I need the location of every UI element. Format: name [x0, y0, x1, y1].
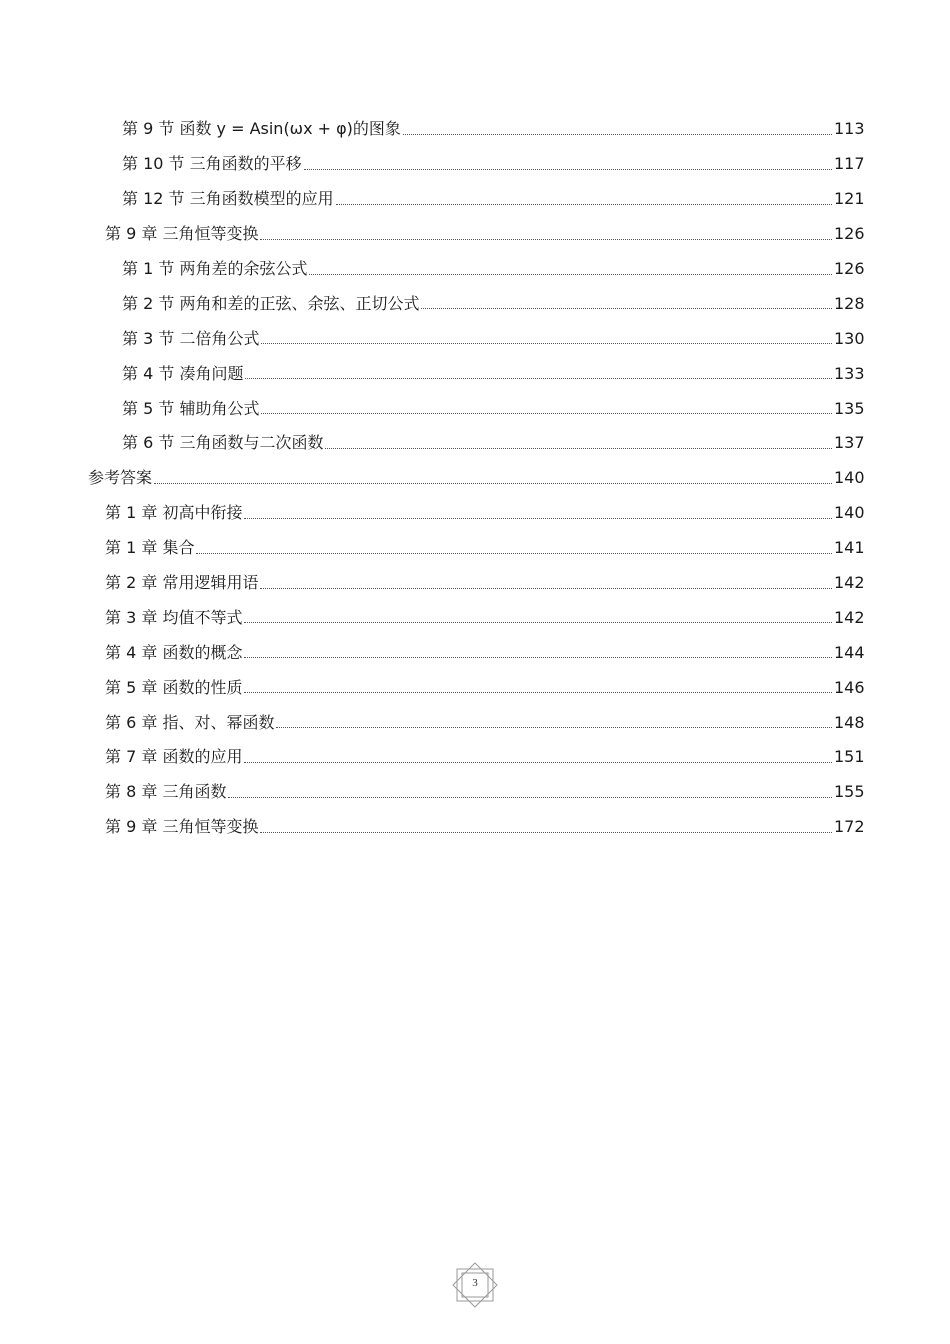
toc-entry[interactable]: [0, 705, 950, 740]
toc-entry-page: 172: [834, 817, 865, 837]
toc-leader-dots: [403, 134, 832, 135]
toc-entry-page: 137: [834, 433, 865, 453]
toc-entry-page: 130: [834, 328, 865, 348]
toc-entry-title: 第 1 节 两角差的余弦公式: [122, 259, 308, 278]
toc-entry[interactable]: [0, 112, 950, 147]
toc-leader-dots: [260, 832, 832, 833]
toc-leader-dots: [261, 343, 832, 344]
toc-entry-page: 113: [834, 119, 865, 139]
toc-leader-dots: [325, 448, 832, 449]
toc-leader-dots: [276, 727, 832, 728]
toc-entry-page: 142: [834, 573, 865, 593]
toc-entry[interactable]: [0, 182, 950, 217]
toc-leader-dots: [309, 274, 832, 275]
toc-leader-dots: [196, 553, 832, 554]
toc-entry-title: 第 2 章 常用逻辑用语: [105, 573, 259, 593]
toc-leader-dots: [228, 797, 832, 798]
toc-entry[interactable]: [0, 426, 950, 461]
toc-leader-dots: [244, 657, 832, 658]
toc-entry-title: 第 1 章 初高中衔接: [105, 503, 243, 523]
toc-entry-page: 146: [834, 677, 865, 697]
toc-entry[interactable]: [0, 286, 950, 321]
toc-entry-page: 117: [834, 154, 865, 174]
toc-entry[interactable]: [0, 531, 950, 566]
toc-entry-title: 第 6 章 指、对、幂函数: [105, 712, 275, 732]
toc-entry[interactable]: [0, 147, 950, 182]
toc-leader-dots: [304, 169, 832, 170]
toc-leader-dots: [260, 588, 832, 589]
toc-entry-page: 148: [834, 712, 865, 732]
toc-leader-dots: [336, 204, 832, 205]
page-number: 3: [472, 1277, 478, 1289]
toc-entry[interactable]: [0, 600, 950, 635]
toc-entry-title: 第 7 章 函数的应用: [105, 747, 243, 767]
toc-leader-dots: [154, 483, 832, 484]
table-of-contents: [0, 112, 950, 845]
toc-entry-page: 133: [834, 363, 865, 383]
toc-entry-title: 参考答案: [88, 468, 153, 488]
toc-leader-dots: [244, 622, 832, 623]
toc-entry[interactable]: [0, 566, 950, 601]
toc-entry-title: 第 4 节 凑角问题: [122, 363, 244, 383]
toc-entry-title: 第 10 节 三角函数的平移: [122, 154, 302, 174]
toc-entry-page: 144: [834, 642, 865, 662]
toc-entry-title: 第 6 节 三角函数与二次函数: [122, 433, 324, 453]
toc-entry-title: 第 3 节 二倍角公式: [122, 328, 260, 348]
toc-leader-dots: [244, 518, 832, 519]
toc-entry-title: 第 8 章 三角函数: [105, 782, 227, 802]
toc-leader-dots: [260, 239, 832, 240]
page-footer: [450, 1262, 500, 1308]
toc-leader-dots: [421, 308, 832, 309]
toc-entry-page: 155: [834, 782, 865, 802]
toc-entry-title: 第 9 章 三角恒等变换: [105, 224, 259, 244]
toc-entry-title: 第 3 章 均值不等式: [105, 607, 243, 627]
toc-entry[interactable]: [0, 356, 950, 391]
toc-entry[interactable]: [0, 461, 950, 496]
toc-entry-title: 第 5 章 函数的性质: [105, 677, 243, 697]
toc-entry[interactable]: [0, 635, 950, 670]
toc-entry[interactable]: [0, 217, 950, 252]
toc-entry-page: 135: [834, 398, 865, 418]
toc-entry[interactable]: [0, 391, 950, 426]
toc-entry-title: 第 4 章 函数的概念: [105, 642, 243, 662]
toc-entry-title: 第 12 节 三角函数模型的应用: [122, 189, 334, 209]
toc-leader-dots: [244, 762, 832, 763]
toc-entry[interactable]: [0, 321, 950, 356]
toc-entry-page: 140: [834, 468, 865, 488]
toc-entry[interactable]: [0, 810, 950, 845]
toc-entry-title: 第 9 章 三角恒等变换: [105, 817, 259, 837]
toc-leader-dots: [244, 692, 832, 693]
toc-entry[interactable]: [0, 775, 950, 810]
toc-entry[interactable]: [0, 496, 950, 531]
toc-entry-title: 第 9 节 函数 y = Asin(ωx + φ)的图象: [122, 119, 401, 139]
toc-entry-page: 142: [834, 607, 865, 627]
toc-entry[interactable]: [0, 740, 950, 775]
toc-entry-page: 121: [834, 189, 865, 209]
toc-leader-dots: [245, 378, 832, 379]
toc-entry-page: 141: [834, 538, 865, 558]
toc-entry-page: 126: [834, 224, 865, 244]
toc-entry[interactable]: [0, 670, 950, 705]
toc-entry[interactable]: [0, 252, 950, 287]
toc-entry-title: 第 5 节 辅助角公式: [122, 398, 260, 418]
toc-entry-title: 第 2 节 两角和差的正弦、余弦、正切公式: [122, 293, 420, 313]
toc-entry-title: 第 1 章 集合: [105, 538, 195, 558]
toc-entry-page: 140: [834, 503, 865, 523]
toc-entry-page: 126: [834, 259, 865, 278]
toc-leader-dots: [261, 413, 832, 414]
toc-entry-page: 151: [834, 747, 865, 767]
toc-entry-page: 128: [834, 293, 865, 313]
